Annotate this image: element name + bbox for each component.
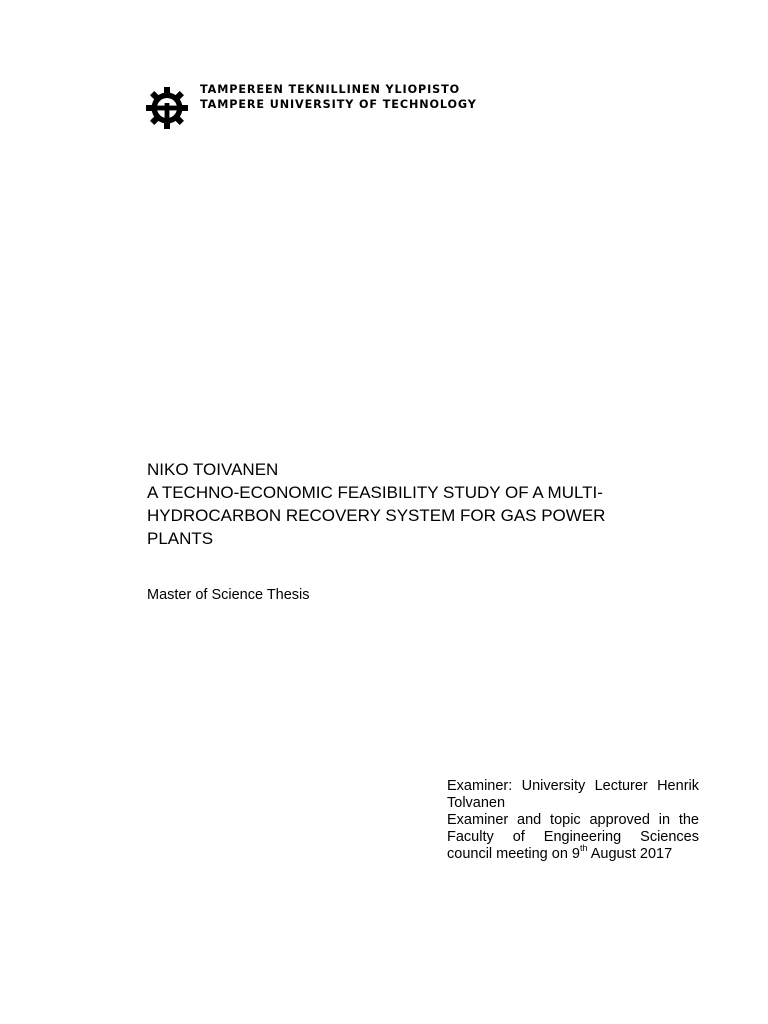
examiner-line: Examiner: University Lecturer Henrik [447,778,699,794]
meeting-date-line [447,843,699,863]
examiner-line: Tolvanen [447,795,506,811]
university-name-english: TAMPERE UNIVERSITY OF TECHNOLOGY [200,98,477,111]
thesis-title [147,481,667,550]
examiner-block [447,778,699,863]
ordinal-suffix: th [580,843,588,854]
title-line: A TECHNO-ECONOMIC FEASIBILITY STUDY OF A MULTI- [147,483,603,502]
gear-seal-icon [145,86,189,130]
university-name-finnish: TAMPEREEN TEKNILLINEN YLIOPISTO [200,83,461,96]
title-line: HYDROCARBON RECOVERY SYSTEM FOR GAS POWER [147,506,606,525]
university-logo [145,82,477,130]
meeting-date-month: August 2017 [587,846,673,862]
thesis-type: Master of Science Thesis [147,587,310,603]
approval-line: Faculty of Engineering Sciences [447,829,699,845]
approval-line: Examiner and topic approved in the [447,812,699,828]
university-name [200,82,477,112]
meeting-date-text: council meeting on 9 [447,846,580,862]
author-name: NIKO TOIVANEN [147,460,279,479]
title-line: PLANTS [147,529,214,548]
